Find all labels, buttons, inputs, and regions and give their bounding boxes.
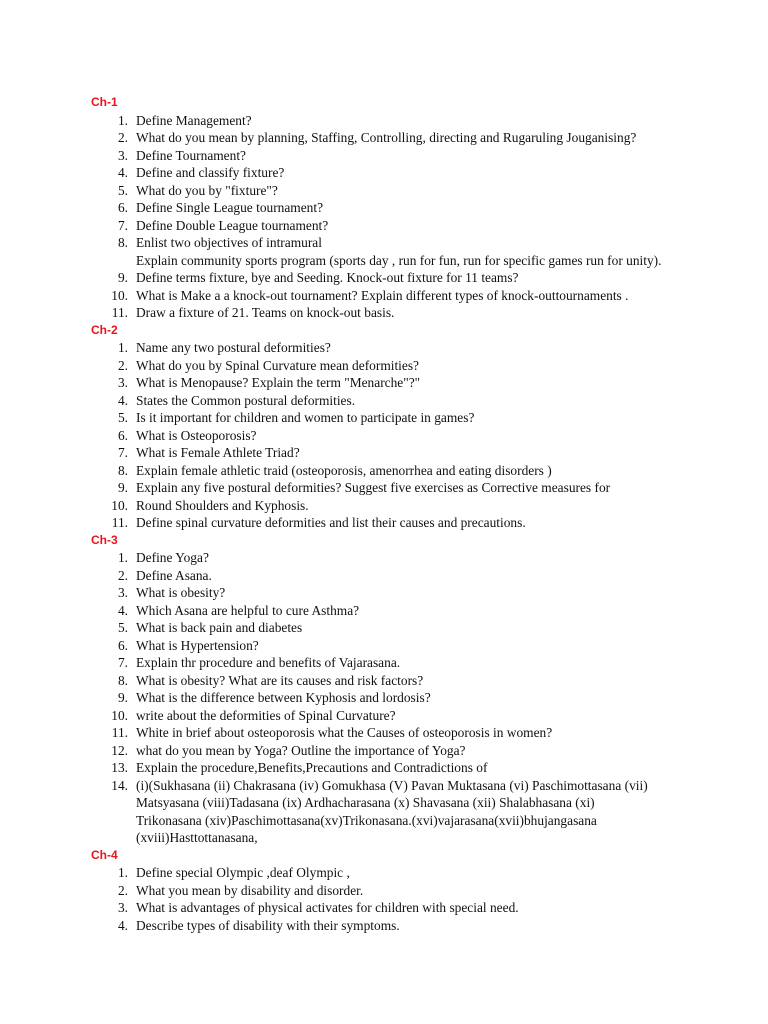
question-number: 7. <box>117 217 128 233</box>
question-number: 8. <box>117 235 128 250</box>
question-text <box>136 549 768 567</box>
question-item <box>0 147 768 165</box>
question-number: 10. <box>111 707 128 723</box>
question-text <box>136 759 768 777</box>
question-text <box>136 374 768 392</box>
question-text <box>136 602 768 620</box>
question-text <box>136 392 768 410</box>
question-number: 3. <box>117 900 128 915</box>
question-line: Is it important for children and women to participate in games? <box>136 410 475 425</box>
question-line: What is Menopause? Explain the term "Menarche"?" <box>136 375 421 390</box>
question-item <box>0 392 768 410</box>
question-line: Trikonasana (xiv)Paschimottasana(xv)Trikonasana.(xvi)vajarasana(xvii)bhujangasana <box>136 812 597 828</box>
question-line: Matsyasana (viii)Tadasana (ix) Ardhacharasana (x) Shavasana (xii) Shalabhasana (xi) <box>136 795 595 810</box>
question-item <box>0 654 768 672</box>
question-item <box>0 689 768 707</box>
question-line: Define Yoga? <box>136 550 209 565</box>
question-text <box>136 182 768 200</box>
question-line: Explain any five postural deformities? Suggest five exercises as Corrective measures for <box>136 480 611 495</box>
question-text <box>136 479 768 497</box>
question-text <box>136 234 768 269</box>
question-line: Define Single League tournament? <box>136 200 324 215</box>
question-text <box>136 497 768 515</box>
question-list <box>0 864 768 934</box>
question-line: What is back pain and diabetes <box>136 620 303 635</box>
question-number: 1. <box>117 550 128 565</box>
question-number: 1. <box>117 865 128 880</box>
question-text <box>136 899 768 917</box>
question-text <box>136 427 768 445</box>
question-line: Round Shoulders and Kyphosis. <box>136 497 309 513</box>
question-line: Explain female athletic traid (osteoporosis, amenorrhea and eating disorders ) <box>136 462 552 478</box>
question-item <box>0 672 768 690</box>
question-item <box>0 619 768 637</box>
question-item <box>0 742 768 760</box>
question-line: Draw a fixture of 21. Teams on knock-out basis. <box>136 305 395 320</box>
question-item <box>0 759 768 777</box>
question-text <box>136 724 768 742</box>
question-text <box>136 112 768 130</box>
question-item <box>0 217 768 235</box>
question-line: Define terms fixture, bye and Seeding. Knock-out fixture for 11 teams? <box>136 270 519 285</box>
question-line: Enlist two objectives of intramural <box>136 235 322 250</box>
question-text <box>136 164 768 182</box>
question-number: 5. <box>117 182 128 198</box>
question-item <box>0 707 768 725</box>
question-text <box>136 637 768 655</box>
question-text <box>136 882 768 900</box>
question-number: 2. <box>117 567 128 583</box>
question-item <box>0 777 768 847</box>
question-item <box>0 164 768 182</box>
question-list <box>0 112 768 322</box>
question-text <box>136 129 768 147</box>
chapter-section <box>0 322 768 532</box>
question-item <box>0 637 768 655</box>
question-item <box>0 602 768 620</box>
question-line: write about the deformities of Spinal Curvature? <box>136 707 396 723</box>
question-number: 11. <box>111 305 128 320</box>
question-item <box>0 269 768 287</box>
question-number: 5. <box>117 620 128 635</box>
question-number: 2. <box>117 130 128 145</box>
question-line: What is obesity? <box>136 585 226 600</box>
question-text <box>136 217 768 235</box>
question-item <box>0 549 768 567</box>
question-text <box>136 584 768 602</box>
question-item <box>0 409 768 427</box>
question-item <box>0 374 768 392</box>
question-item <box>0 287 768 305</box>
question-line: what do you mean by Yoga? Outline the importance of Yoga? <box>136 742 466 758</box>
question-item <box>0 357 768 375</box>
question-line: What is Hypertension? <box>136 637 259 653</box>
question-item <box>0 917 768 935</box>
question-number: 7. <box>117 655 128 670</box>
question-item <box>0 497 768 515</box>
question-text <box>136 514 768 532</box>
question-number: 4. <box>117 165 128 180</box>
question-number: 8. <box>117 672 128 688</box>
question-text <box>136 917 768 935</box>
question-text <box>136 287 768 305</box>
question-line: Explain thr procedure and benefits of Vajarasana. <box>136 655 401 670</box>
question-line: Define Double League tournament? <box>136 217 329 233</box>
question-line: What do you mean by planning, Staffing, Controlling, directing and Rugaruling Jouganising? <box>136 130 637 145</box>
question-item <box>0 444 768 462</box>
question-line: Explain community sports program (sports day , run for fun, run for specific games run for unity). <box>136 252 662 268</box>
question-text <box>136 409 768 427</box>
question-item <box>0 199 768 217</box>
question-number: 6. <box>117 637 128 653</box>
question-line: White in brief about osteoporosis what the Causes of osteoporosis in women? <box>136 725 553 740</box>
question-number: 8. <box>117 462 128 478</box>
question-item <box>0 479 768 497</box>
question-line: Define Management? <box>136 112 252 128</box>
question-line: What is advantages of physical activates for children with special need. <box>136 900 519 915</box>
question-number: 10. <box>111 287 128 303</box>
question-line: Define Tournament? <box>136 147 246 163</box>
question-item <box>0 462 768 480</box>
question-text <box>136 357 768 375</box>
chapter-heading: Ch-3 <box>91 532 118 547</box>
question-text <box>136 672 768 690</box>
question-line: Describe types of disability with their symptoms. <box>136 917 400 933</box>
question-text <box>136 654 768 672</box>
question-number: 9. <box>117 690 128 705</box>
question-line: What do you by Spinal Curvature mean deformities? <box>136 357 419 373</box>
question-number: 1. <box>117 340 128 355</box>
question-number: 4. <box>117 917 128 933</box>
question-number: 5. <box>117 410 128 425</box>
question-line: Define spinal curvature deformities and list their causes and precautions. <box>136 515 526 530</box>
question-number: 4. <box>117 602 128 618</box>
question-number: 6. <box>117 427 128 443</box>
question-item <box>0 567 768 585</box>
question-item <box>0 304 768 322</box>
question-line: Which Asana are helpful to cure Asthma? <box>136 602 360 618</box>
question-text <box>136 742 768 760</box>
question-item <box>0 427 768 445</box>
question-item <box>0 129 768 147</box>
chapter-heading: Ch-4 <box>91 847 118 862</box>
question-text <box>136 147 768 165</box>
question-line: Name any two postural deformities? <box>136 340 331 355</box>
question-item <box>0 724 768 742</box>
question-line: (xviii)Hasttottanasana, <box>136 830 258 845</box>
question-line: What you mean by disability and disorder. <box>136 882 364 898</box>
question-item <box>0 112 768 130</box>
question-line: (i)(Sukhasana (ii) Chakrasana (iv) Gomukhasa (V) Pavan Muktasana (vi) Paschimottasana (vii) <box>136 777 648 793</box>
question-line: What is Osteoporosis? <box>136 427 257 443</box>
question-number: 11. <box>111 515 128 530</box>
chapter-heading: Ch-1 <box>91 95 118 109</box>
question-item <box>0 234 768 269</box>
question-line: Define and classify fixture? <box>136 165 285 180</box>
question-text <box>136 269 768 287</box>
question-number: 2. <box>117 882 128 898</box>
question-text <box>136 689 768 707</box>
question-item <box>0 882 768 900</box>
question-text <box>136 462 768 480</box>
question-line: Define Asana. <box>136 567 212 583</box>
question-text <box>136 199 768 217</box>
question-text <box>136 444 768 462</box>
question-item <box>0 339 768 357</box>
question-number: 6. <box>117 200 128 215</box>
question-text <box>136 777 768 847</box>
question-list <box>0 339 768 532</box>
question-number: 12. <box>111 742 128 758</box>
question-text <box>136 567 768 585</box>
question-number: 3. <box>117 147 128 163</box>
question-line: What is Female Athlete Triad? <box>136 445 300 460</box>
question-line: What is the difference between Kyphosis and lordosis? <box>136 690 431 705</box>
question-line: What is obesity? What are its causes and risk factors? <box>136 672 424 688</box>
chapter-heading: Ch-2 <box>91 322 118 337</box>
question-line: What is Make a a knock-out tournament? Explain different types of knock-outtournaments . <box>136 287 629 303</box>
question-item <box>0 864 768 882</box>
question-item <box>0 182 768 200</box>
question-number: 13. <box>111 760 128 775</box>
question-number: 14. <box>111 777 128 793</box>
question-list <box>0 549 768 847</box>
question-item <box>0 514 768 532</box>
question-text <box>136 339 768 357</box>
question-item <box>0 584 768 602</box>
chapter-section <box>0 847 768 935</box>
question-line: Define special Olympic ,deaf Olympic , <box>136 865 350 880</box>
question-number: 9. <box>117 270 128 285</box>
chapter-section <box>0 94 768 322</box>
question-number: 9. <box>117 480 128 495</box>
question-number: 10. <box>111 497 128 513</box>
question-number: 11. <box>111 725 128 740</box>
question-number: 7. <box>117 445 128 460</box>
question-number: 3. <box>117 585 128 600</box>
question-number: 3. <box>117 375 128 390</box>
question-number: 4. <box>117 392 128 408</box>
question-text <box>136 864 768 882</box>
question-text <box>136 707 768 725</box>
question-item <box>0 899 768 917</box>
question-line: Explain the procedure,Benefits,Precautions and Contradictions of <box>136 760 488 775</box>
question-number: 2. <box>117 357 128 373</box>
question-text <box>136 304 768 322</box>
question-line: States the Common postural deformities. <box>136 392 356 408</box>
chapter-section <box>0 532 768 847</box>
question-text <box>136 619 768 637</box>
document-page <box>0 94 768 934</box>
question-line: What do you by "fixture"? <box>136 182 278 198</box>
question-number: 1. <box>117 112 128 128</box>
